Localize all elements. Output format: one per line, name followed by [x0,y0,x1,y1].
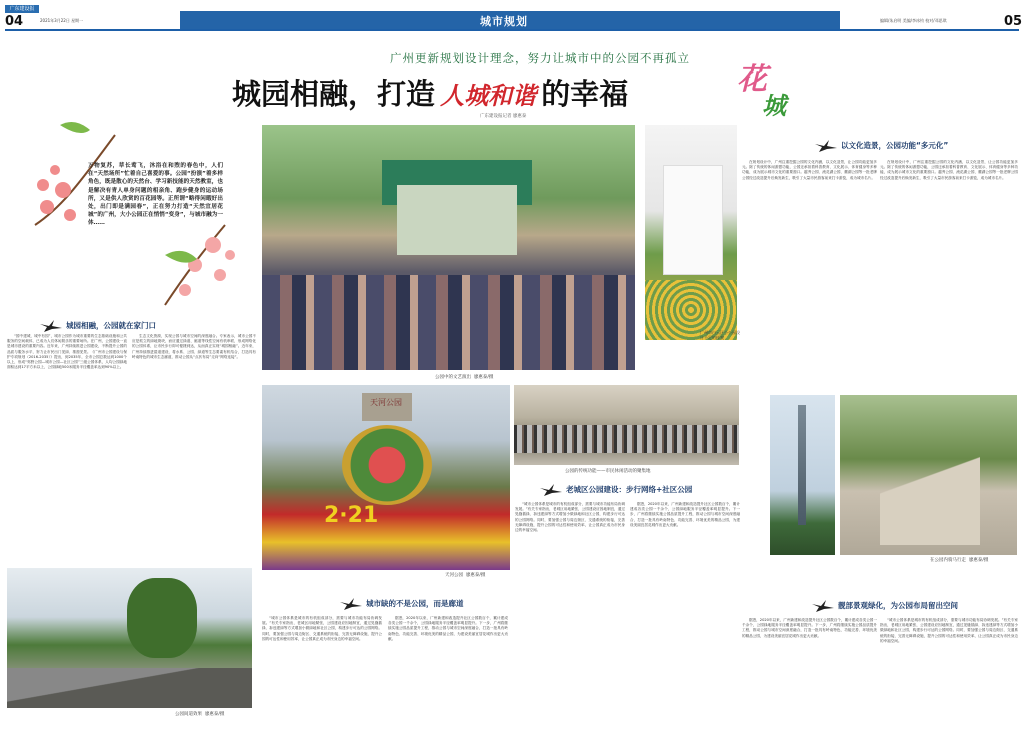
photo-garden-tower [645,125,737,340]
swallow-icon [812,598,834,612]
editor-line: 编辑/朱启明 美编/李冰钧 校对/邓思琪 [880,18,947,23]
swallow-icon [815,138,837,152]
photo-greenway-road [7,568,252,708]
swallow-icon [540,482,562,496]
body-col-5: 据悉，2020年以来，广州新建和改造提升社区公园数百个，累计建成各类公园一千余个，公园绿地服务半径覆盖率明显提升。下一步，广州将继续实施公园品质提升工程，推动公园与城市空间深度融合，打造一批具有岭南特色、功能完善、环境优美的精品公园，为建设美丽宜居花城作出更大贡献。 [630,502,740,527]
headline-flower-char: 花 [737,62,767,97]
headline [232,62,792,132]
byline: 广东建设报记者 廖惠泰 [480,114,527,119]
header-rule [5,29,1019,31]
section-title-2: 以文化造景，公园功能“多元化” [841,140,949,150]
section-head-5 [812,598,958,612]
photo-crowd [514,385,739,465]
body-col-3b: 在规划设计中，广州注重挖掘公园的文化内涵，以文化造景，让公园功能更加多元。除了传统的休闲游憩功能，公园还承担着科普教育、文化展示、体育健身等多种功能，成为展示城市文化的重要窗口。越秀公园、流花湖公园、麓湖公园等一批老牌公园经过改造提升后焕发新生，吸引了大量市民游客前来打卡游览，成为城市名片。 [880,160,1018,180]
headline-part1: 城园相融，打造 [232,77,436,111]
caption-6: 在公园内骑马行走 廖惠泰/摄 [930,558,989,563]
headline-part3: 的幸福 [541,77,629,111]
body-col-7: 据悉，2020年以来，广州新建和改造提升社区公园数百个，累计建成各类公园一千余个，公园绿地服务半径覆盖率明显提升。下一步，广州将继续实施公园品质提升工程，推动公园与城市空间深度融合，打造一批具有岭南特色、功能完善、环境优美的精品公园，为建设美丽宜居花城作出更大贡献。 [388,616,508,641]
section-head-1 [40,318,156,332]
section-band [180,11,840,29]
flower-number: 2·21 [324,503,379,528]
caption-1: 公园中的文艺演出 廖惠泰/摄 [435,375,494,380]
subtitle: 广州更新规划设计理念，努力让城市中的公园不再孤立 [390,51,690,65]
headline-city-char: 城 [762,91,786,120]
section-title: 城市规划 [480,15,528,28]
photo-performance [262,125,635,370]
section-head-4 [340,596,464,610]
body-col-2: 生态文化资源，实现公园与城市空间的深度融合。专家表示，城市公园不应是孤立的绿地斑块，而应通过绿道、廊道等线性空间有机串联，形成网络化的公园体系，让市民步行即可便捷到达，从而真正实现“城园相融”。近年来，广州持续推进碧道建设，将水系、公园、绿道等生态要素有机结合，打造具有岭南特色的城市生态廊道，推动公园从“点状布局”走向“网络连接”。 [132,334,256,359]
photo-park-path [840,395,1017,555]
body-col-9: “城市公园体系是城市的有机组成部分，需要与城市功能布局协调发展。”有关专家指出，老城区用地紧张，公园建设应因地制宜，通过见缝插绿、拆违建绿等方式增加小微绿地和社区公园，构建步行可达的公园网络。同时，要加强公园与周边街区、交通系统的衔接，完善无障碍设施，提升公园的可达性和使用效率，让公园真正成为市民身边的幸福空间。 [880,618,1018,643]
body-col-6: “城市公园体系是城市的有机组成部分，需要与城市功能布局协调发展。”有关专家指出，老城区用地紧张，公园建设应因地制宜，通过见缝插绿、拆违建绿等方式增加小微绿地和社区公园，构建步行可达的公园网络。同时，要加强公园与周边街区、交通系统的衔接，完善无障碍设施，提升公园的可达性和使用效率，让公园真正成为市民身边的幸福空间。 [262,616,382,641]
caption-3: 公园的传统功能——市民休闲活动的聚集地 [565,469,651,474]
section-title-5: 靓部景观绿化，为公园布局留出空间 [838,600,958,610]
page-number-left: 04 [5,14,24,29]
body-col-1: “园中建城，城中有园”，城市公园作为城市重要的生态基础设施和公共服务的空间载体，已成为人们休闲娱乐的重要场所。在广州，公园建设一直是城市建设的重要内容。近年来，广州持续推进公园建设，不断提升公园的品质与服务水平，努力让市民出门见绿、推窗见景。《广州市公园建设与保护专项规划（2016-2035）》提出，到2035年，全市公园总数达到1000个以上，形成“郊野公园—城市公园—社区公园”三级公园体系，人均公园绿地面积达到17平方米以上，公园绿地500米服务半径覆盖率达到90%以上。 [7,334,127,370]
intro-text: 万物复苏，草长莺飞，沐浴在和煦的春色中，人们在“天然场所”忙着自己喜爱的事。公园“扮演”着多样角色，既是散心的天然台、学习新技能的天然教室，也是解决有青人单身问题的相亲角、跑步健身的运动场所，又是供人欣赏的百花园等。正所谓“略得闲暇好出处，出门即是满园春”，正在努力打造“天然宜居花城”的广州，大小公园正在悄悄“变身”，与城市融为一体…… [88,163,223,227]
section-title-1: 城园相融，公园就在家门口 [66,320,156,330]
park-sign: 天河公园 [370,398,402,407]
section-head-3 [540,482,692,496]
page-header [0,0,1024,30]
section-title-3: 老城区公园建设：步行网络+社区公园 [566,484,693,494]
caption-2: 广州市白云区小公园设计不足的样貌 [700,330,740,340]
caption-4: 天河公园 廖惠泰/摄 [445,573,486,578]
section-title-4: 城市缺的不是公园，而是廊道 [366,598,464,608]
newspaper-tag: 广东建设报 [5,5,39,13]
section-head-2 [815,138,948,152]
photo-canton-tower [770,395,835,555]
body-col-3: 在规划设计中，广州注重挖掘公园的文化内涵，以文化造景，让公园功能更加多元。除了传统的休闲游憩功能，公园还承担着科普教育、文化展示、体育健身等多种功能，成为展示城市文化的重要窗口。越秀公园、流花湖公园、麓湖公园等一批老牌公园经过改造提升后焕发新生，吸引了大量市民游客前来打卡游览，成为城市名片。 [742,160,877,180]
headline-part2: 人城和谐 [440,81,537,110]
body-col-4: “城市公园体系是城市的有机组成部分，需要与城市功能布局协调发展。”有关专家指出，老城区用地紧张，公园建设应因地制宜，通过见缝插绿、拆违建绿等方式增加小微绿地和社区公园，构建步行可达的公园网络。同时，要加强公园与周边街区、交通系统的衔接，完善无障碍设施，提升公园的可达性和使用效率，让公园真正成为市民身边的幸福空间。 [515,502,625,533]
date-line: 2021年3月22日 星期一 [40,18,84,23]
body-col-8: 据悉，2020年以来，广州新建和改造提升社区公园数百个，累计建成各类公园一千余个，公园绿地服务半径覆盖率明显提升。下一步，广州将继续实施公园品质提升工程，推动公园与城市空间深度融合，打造一批具有岭南特色、功能完善、环境优美的精品公园，为建设美丽宜居花城作出更大贡献。 [742,618,877,638]
swallow-icon [340,596,362,610]
caption-5: 公园间道效果 廖惠泰/摄 [175,712,225,717]
swallow-icon [40,318,62,332]
page-number-right: 05 [1004,14,1023,29]
photo-flower-sculpture [262,385,510,570]
